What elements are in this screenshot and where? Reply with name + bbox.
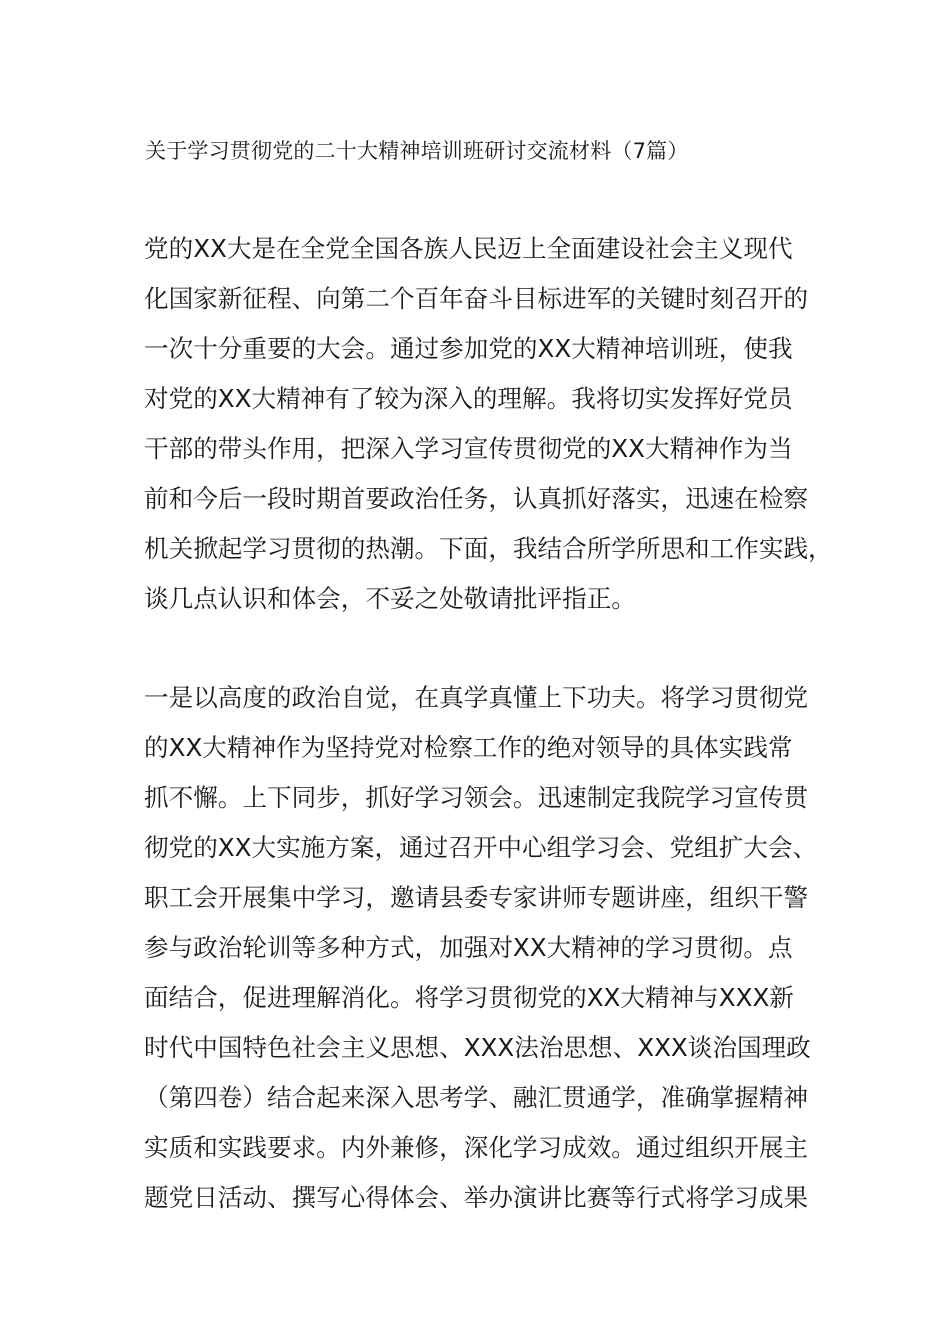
text-line: 参与政治轮训等多种方式，加强对XX大精神的学习贯彻。点 [144,933,793,962]
text-line: 机关掀起学习贯彻的热潮。下面，我结合所学所思和工作实践， [144,534,833,563]
paragraph-intro [144,224,833,624]
text-line: 干部的带头作用，把深入学习宣传贯彻党的XX大精神作为当 [144,434,793,463]
text-line: 党的XX大是在全党全国各族人民迈上全面建设社会主义现代 [144,234,793,263]
text-line: （第四卷）结合起来深入思考学、融汇贯通学，准确掌握精神 [144,1083,809,1112]
text-line: 彻党的XX大实施方案，通过召开中心组学习会、党组扩大会、 [144,833,818,862]
text-line: 化国家新征程、向第二个百年奋斗目标进军的关键时刻召开的 [144,284,809,313]
text-line: 职工会开展集中学习，邀请县委专家讲师专题讲座，组织干警 [144,883,809,912]
text-line: 一是以高度的政治自觉，在真学真懂上下功夫。将学习贯彻党 [144,683,809,712]
document-title: 关于学习贯彻党的二十大精神培训班研讨交流材料（7篇） [145,139,689,163]
text-line: 对党的XX大精神有了较为深入的理解。我将切实发挥好党员 [144,384,793,413]
text-line: 面结合，促进理解消化。将学习贯彻党的XX大精神与XXX新 [144,983,794,1012]
paragraph-point-one [144,673,824,1223]
text-line: 实质和实践要求。内外兼修，深化学习成效。通过组织开展主 [144,1133,809,1162]
text-line: 前和今后一段时期首要政治任务，认真抓好落实，迅速在检察 [144,484,809,513]
text-line: 的XX大精神作为坚持党对检察工作的绝对领导的具体实践常 [144,733,793,762]
text-line: 题党日活动、撰写心得体会、举办演讲比赛等行式将学习成果 [144,1183,809,1212]
text-line: 一次十分重要的大会。通过参加党的XX大精神培训班，使我 [144,334,793,363]
text-line: 抓不懈。上下同步，抓好学习领会。迅速制定我院学习宣传贯 [144,783,809,812]
text-line: 谈几点认识和体会，不妥之处敬请批评指正。 [144,584,636,613]
text-line: 时代中国特色社会主义思想、XXX法治思想、XXX谈治国理政 [144,1033,811,1062]
